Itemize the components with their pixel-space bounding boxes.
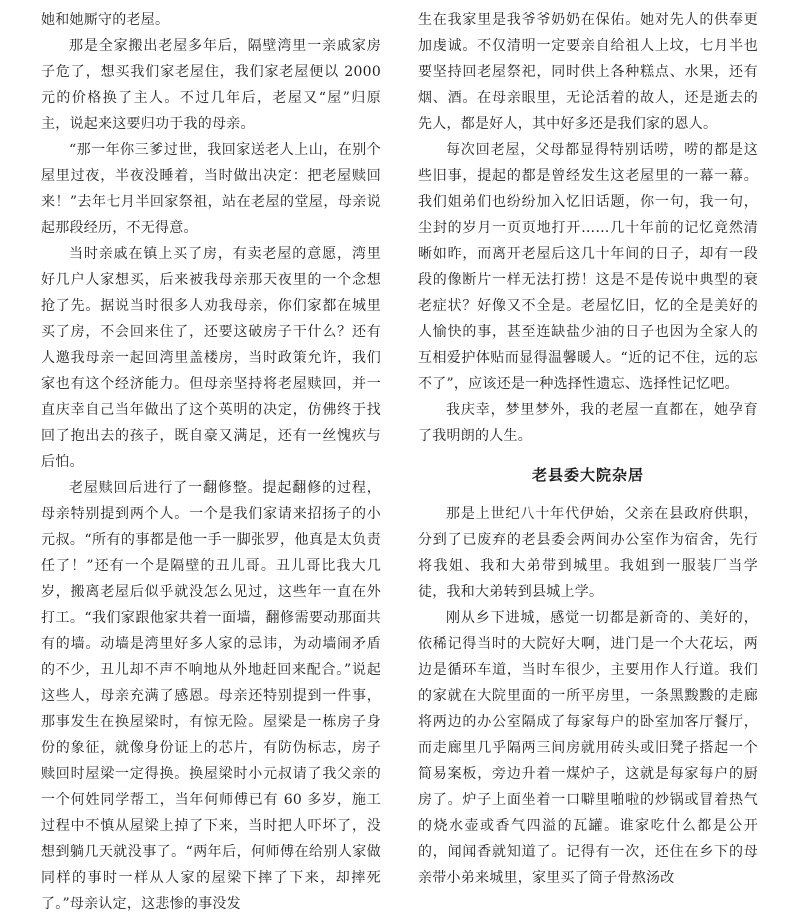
paragraph: “那一年你三爹过世，我回家送老人上山，在别个屋里过夜，半夜没睡着，当时做出决定：把老屋赎回来！”去年七月半回家祭祖，站在老屋的堂屋，母亲说起那段经历，不无得意。	[41, 142, 381, 236]
paragraph: 生在我家里是我爷爷奶奶在保佑。她对先人的供奉更加虔诚。不仅清明一定要亲自给祖人上坟，七月半也要坚持回老屋祭祀，同时供上各种糕点、水果，还有烟、酒。在母亲眼里，无论活着的故人，还是逝去的先人，都是好人，其中好多还是我们家的恩人。	[418, 12, 758, 132]
left-column	[41, 7, 381, 917]
section-heading: 老县委大院杂居	[531, 466, 644, 484]
paragraph: 我庆幸，梦里梦外，我的老屋一直都在，她孕育了我明朗的人生。	[418, 402, 758, 444]
paragraph: 老屋赎回后进行了一翻修整。提起翻修的过程，母亲特别提到两个人。一个是我们家请来招扬子的小元叔。“所有的事都是他一手一脚张罗，他真是太负责任了！”还有一个是隔壁的丑儿哥。丑儿哥比我大几岁，搬离老屋后似乎就没怎么见过，这些年一直在外打工。“我们家跟他家共着一面墙，翻修需要动那面共有的墙。动墙是湾里好多人家的忌讳，为动墙闹矛盾的不少，丑儿却不声不响地从外地赶回来配合。”说起这些人，母亲充满了感恩。母亲还特别提到一件事，那事发生在换屋梁时，有惊无险。屋梁是一栋房子身份的象征，就像身份证上的芯片，有防伪标志，房子赎回时屋梁一定得换。换屋梁时小元叔请了我父亲的一个何姓同学帮工，当年何师傅已有 60 多岁，施工过程中不慎从屋梁上掉了下来，当时把人吓坏了，没想到躺几天就没事了。“两年后，何师傅在给别人家做同样的事时一样从人家的屋梁下摔了下来，却摔死了。”母亲认定，这悲惨的事没发	[41, 480, 381, 912]
paragraph: 她和她厮守的老屋。	[41, 12, 170, 28]
paragraph: 那是上世纪八十年代伊始，父亲在县政府供职，分到了已废弃的老县委会两间办公室作为宿舍，先行将我姐、我和大弟带到城里。我姐到一服装厂当学徒，我和大弟转到县城上学。	[418, 506, 758, 600]
paragraph: 当时亲戚在镇上买了房，有卖老屋的意愿，湾里好几户人家想买，后来被我母亲那天夜里的一个念想抢了先。据说当时很多人劝我母亲，你们家都在城里买了房，不会回来住了，还要这破房子干什么？还有人邀我母亲一起回湾里盖楼房，当时政策允许，我们家也有这个经济能力。但母亲坚持将老屋赎回，并一直庆幸自己当年做出了这个英明的决定，仿佛终于找回了抱出去的孩子，既自豪又满足，还有一丝愧疚与后怕。	[41, 246, 381, 470]
paragraph: 刚从乡下进城，感觉一切都是新奇的、美好的，依稀记得当时的大院好大啊，进门是一个大花坛，两边是循环车道，当时车很少，主要用作人行道。我们的家就在大院里面的一所平房里，一条黑黢黢的走廊将两边的办公室隔成了每家每户的卧室加客厅餐厅，而走廊里几乎隔两三间房就用砖头或旧凳子搭起一个简易案板，旁边升着一煤炉子，这就是每家每户的厨房了。炉子上面坐着一口噼里啪啦的炒锅或冒着热气的烧水壶或香气四溢的瓦罐。谁家吃什么都是公开的，闻闻香就知道了。记得有一次，还住在乡下的母亲带小弟来城里，家里买了筒子骨熬汤改	[418, 610, 758, 886]
paragraph: 每次回老屋，父母都显得特别话唠，唠的都是这些旧事，提起的都是曾经发生这老屋里的一幕一幕。我们姐弟们也纷纷加入忆旧话题，你一句，我一句，尘封的岁月一页页地打开……几十年前的记忆竟然清晰如昨，而离开老屋后这几十年间的日子，却有一段段的像断片一样无法打捞！这是不是传说中典型的衰老症状？好像又不全是。老屋忆旧，忆的全是美好的人愉快的事，甚至连缺盐少油的日子也因为全家人的互相爱护体贴而显得温馨暖人。“近的记不住，远的忘不了”，应该还是一种选择性遗忘、选择性记忆吧。	[418, 142, 758, 392]
right-column	[418, 7, 758, 891]
paragraph: 那是全家搬出老屋多年后，隔壁湾里一亲戚家房子危了，想买我们家老屋住，我们家老屋便以 2000 元的价格换了主人。不过几年后，老屋又“屋”归原主，说起来这要归功于我的母亲。	[41, 38, 381, 132]
